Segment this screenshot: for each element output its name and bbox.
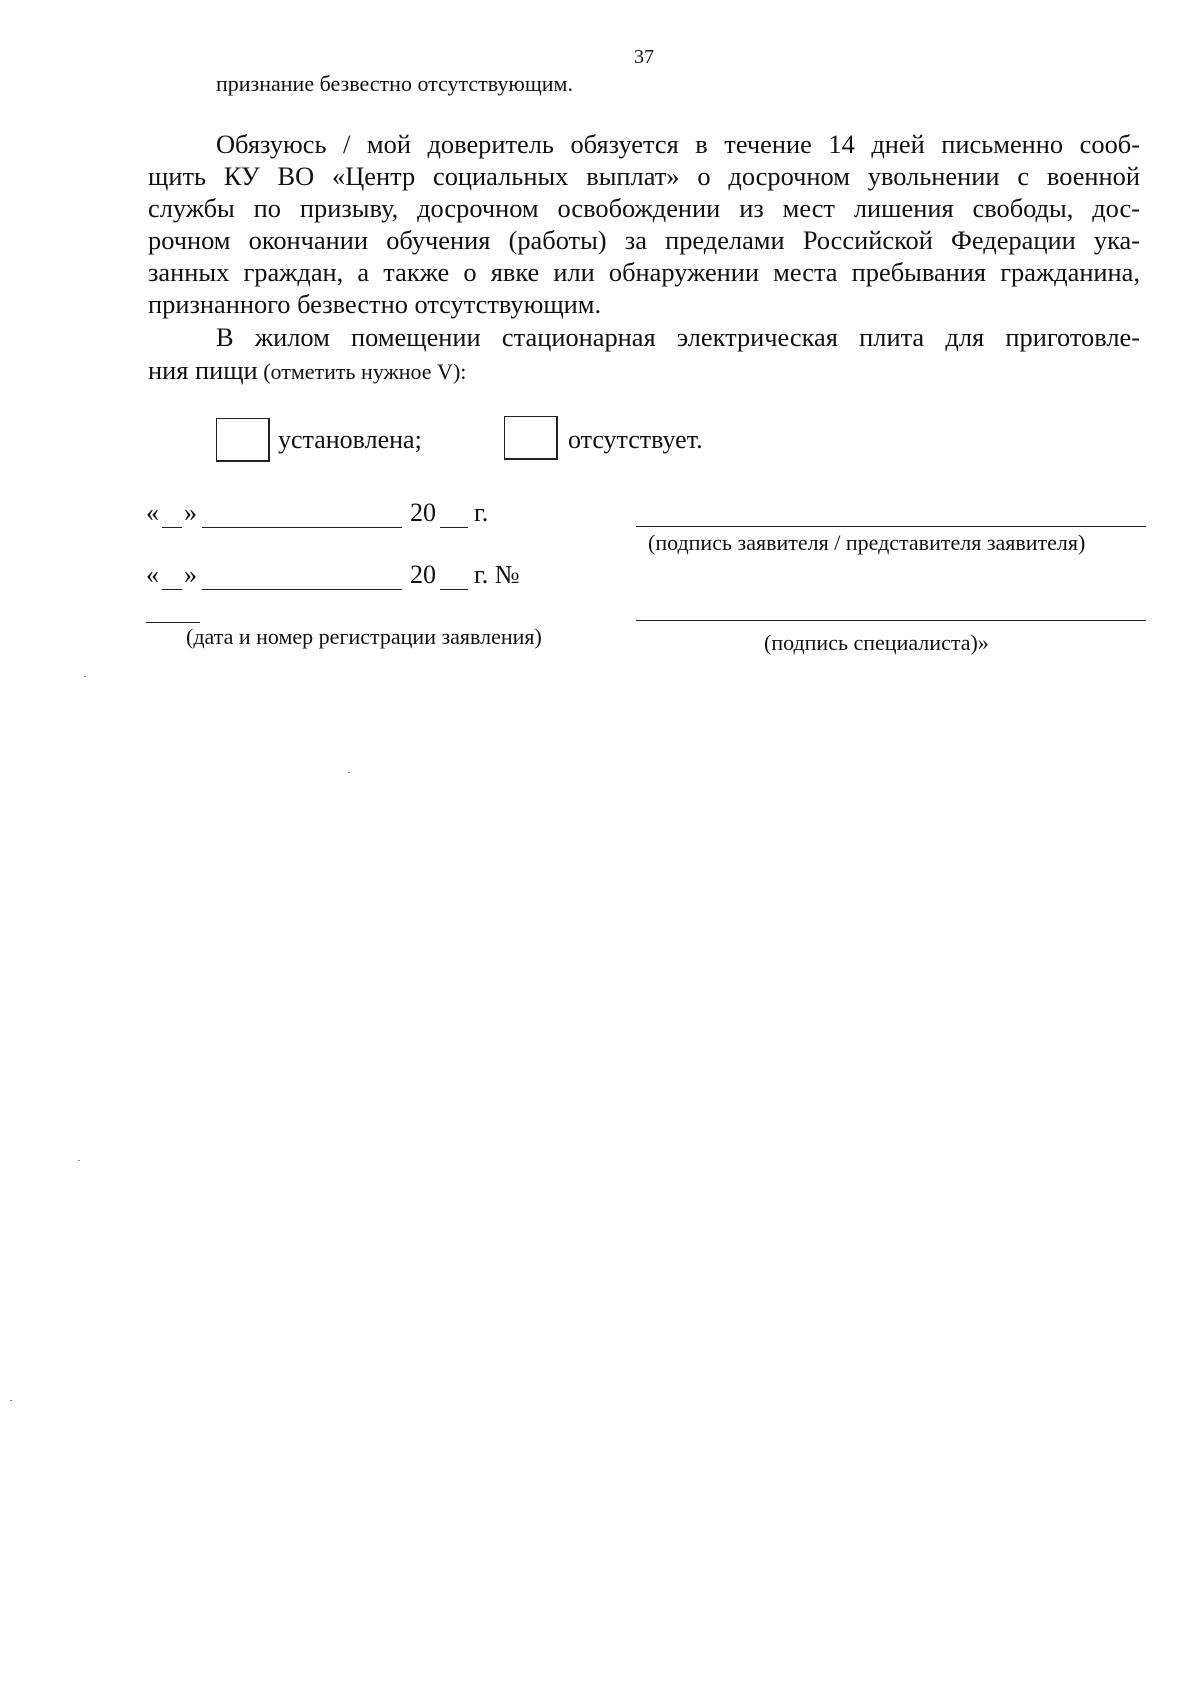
stove-line-2 [148, 354, 466, 388]
quote-open: « [146, 498, 159, 527]
year-blank[interactable] [440, 589, 468, 590]
stove-line-2-note: (отметить нужное V): [257, 359, 467, 384]
year-suffix: г. № [474, 560, 520, 589]
stove-line-1: В жилом помещении стационарная электрическая плита для приготовле- [216, 322, 1140, 352]
month-blank[interactable] [202, 527, 402, 528]
paragraph-line: Обязуюсь / мой доверитель обязуется в течение 14 дней письменно сооб- [216, 129, 1140, 159]
applicant-signature-line[interactable] [636, 526, 1146, 527]
scan-speck [78, 1160, 80, 1161]
installed-label: установлена; [278, 425, 422, 454]
registration-line[interactable] [146, 622, 200, 623]
scan-speck [84, 676, 86, 677]
page-number: 37 [634, 46, 654, 68]
stove-line-2-main: ния пищи [148, 355, 258, 385]
day-blank[interactable] [162, 527, 182, 528]
applicant-signature-caption: (подпись заявителя / представителя заявителя) [648, 530, 1086, 555]
scan-speck [10, 1400, 12, 1401]
intro-line: признание безвестно отсутствующим. [216, 71, 573, 96]
absent-label: отсутствует. [568, 425, 703, 454]
paragraph-line: рочном окончании обучения (работы) за пределами Российской Федерации ука- [148, 225, 1140, 255]
day-blank[interactable] [162, 589, 182, 590]
specialist-signature-line[interactable] [636, 620, 1146, 621]
year-prefix: 20 [410, 498, 436, 527]
quote-close: » [184, 498, 197, 527]
month-blank[interactable] [202, 589, 402, 590]
year-suffix: г. [474, 498, 489, 527]
paragraph-line: занных граждан, а также о явке или обнаружении места пребывания гражданина, [148, 257, 1140, 287]
quote-open: « [146, 560, 159, 589]
absent-checkbox[interactable] [504, 416, 558, 460]
year-blank[interactable] [440, 527, 468, 528]
paragraph-line: щить КУ ВО «Центр социальных выплат» о досрочном увольнении с военной [148, 161, 1140, 191]
scan-speck [348, 772, 350, 773]
paragraph-line: признанного безвестно отсутствующим. [148, 289, 602, 319]
installed-checkbox[interactable] [216, 418, 270, 462]
year-prefix: 20 [410, 560, 436, 589]
quote-close: » [184, 560, 197, 589]
specialist-signature-caption: (подпись специалиста)» [764, 630, 989, 655]
paragraph-line: службы по призыву, досрочном освобождении из мест лишения свободы, дос- [148, 193, 1140, 223]
registration-caption: (дата и номер регистрации заявления) [186, 624, 542, 649]
